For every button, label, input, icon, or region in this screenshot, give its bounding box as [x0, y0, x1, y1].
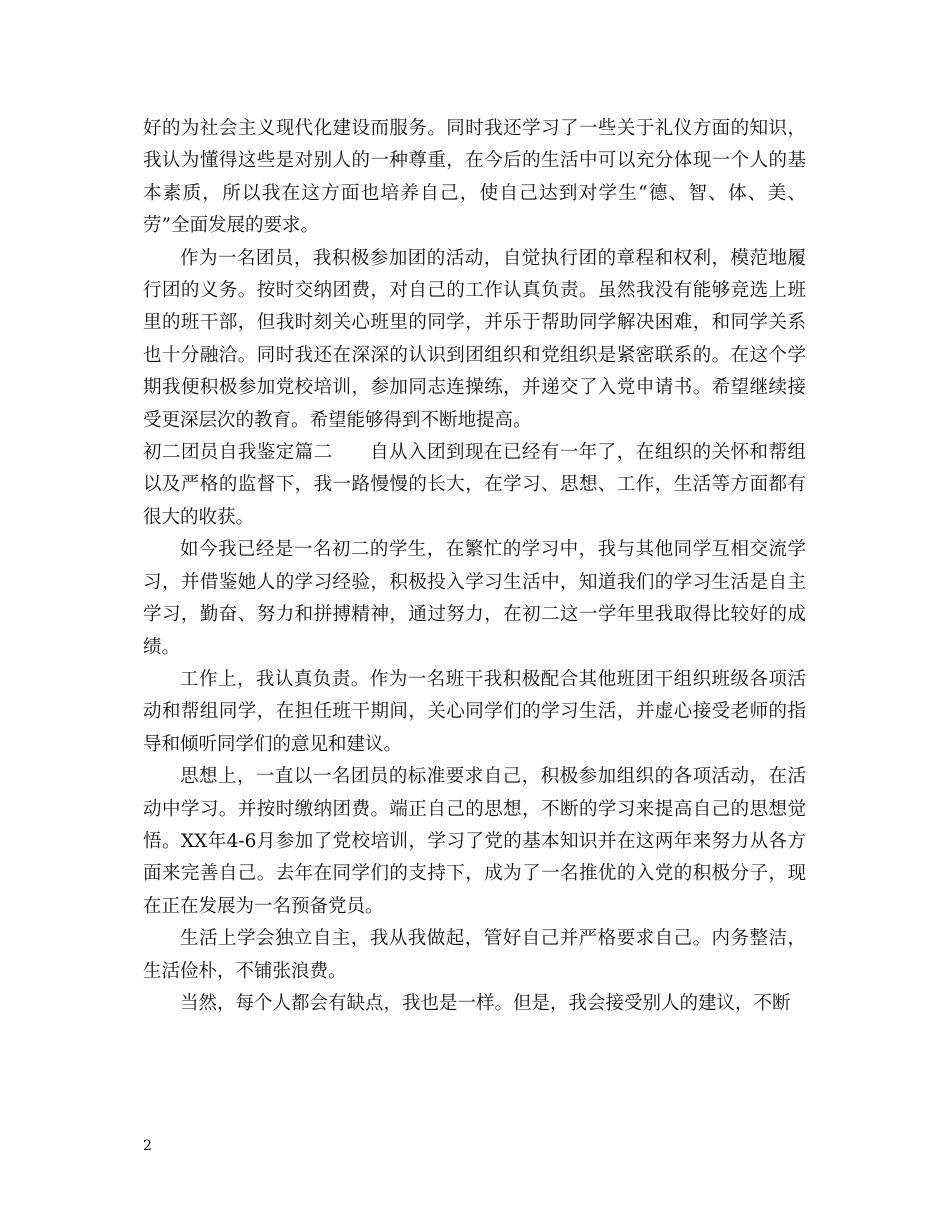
paragraph-study: 如今我已经是一名初二的学生，在繁忙的学习中，我与其他同学互相交流学习，并借鉴她人的学习经验，积极投入学习生活中，知道我们的学习生活是自主学习，勤奋、努力和拼搏精神，通过努力，在初二这一学年里我取得比较好的成绩。: [143, 539, 806, 658]
section-spacer: [333, 442, 370, 463]
paragraph-thought: 思想上，一直以一名团员的标准要求自己，积极参加组织的各项活动，在活动中学习。并按时缴纳团费。端正自己的思想，不断的学习来提高自己的思想觉悟。XX年4-6月参加了党校培训，学习了党的基本知识并在这两年来努力从各方面来完善自己。去年在同学们的支持下，成为了一名推优的入党的积极分子，现在正在发展为一名预备党员。: [143, 766, 806, 917]
document-body: [143, 113, 806, 1020]
page-number: 2: [143, 1138, 152, 1154]
section-intro: 自从入团到现在已经有一年了，在组织的关怀和帮组以及严格的监督下，我一路慢慢的长大，在学习、思想、工作，生活等方面都有很大的收获。: [143, 442, 806, 528]
section-heading: 初二团员自我鉴定篇二: [143, 442, 333, 464]
paragraph-work: 工作上，我认真负责。作为一名班干我积极配合其他班团干组织班级各项活动和帮组同学，在担任班干期间，关心同学们的学习生活，并虚心接受老师的指导和倾听同学们的意见和建议。: [143, 668, 806, 755]
section-paragraph: [143, 437, 806, 534]
paragraph-shortcomings: 当然，每个人都会有缺点，我也是一样。但是，我会接受别人的建议，不断: [180, 992, 791, 1014]
paragraph-continuation: 好的为社会主义现代化建设而服务。同时我还学习了一些关于礼仪方面的知识，我认为懂得这些是对别人的一种尊重，在今后的生活中可以充分体现一个人的基本素质，所以我在这方面也培养自己，使自己达到对学生“德、智、体、美、劳”全面发展的要求。: [143, 118, 806, 237]
paragraph-life: 生活上学会独立自主，我从我做起，管好自己并严格要求自己。内务整洁，生活俭朴，不铺张浪费。: [143, 928, 806, 982]
paragraph-league-member: 作为一名团员，我积极参加团的活动，自觉执行团的章程和权利，模范地履行团的义务。按时交纳团费，对自己的工作认真负责。虽然我没有能够竞选上班里的班干部，但我时刻关心班里的同学，并乐于帮助同学解决困难，和同学关系也十分融洽。同时我还在深深的认识到团组织和党组织是紧密联系的。在这个学期我便积极参加党校培训，参加同志连操练，并递交了入党申请书。希望继续接受更深层次的教育。希望能够得到不断地提高。: [143, 247, 806, 431]
